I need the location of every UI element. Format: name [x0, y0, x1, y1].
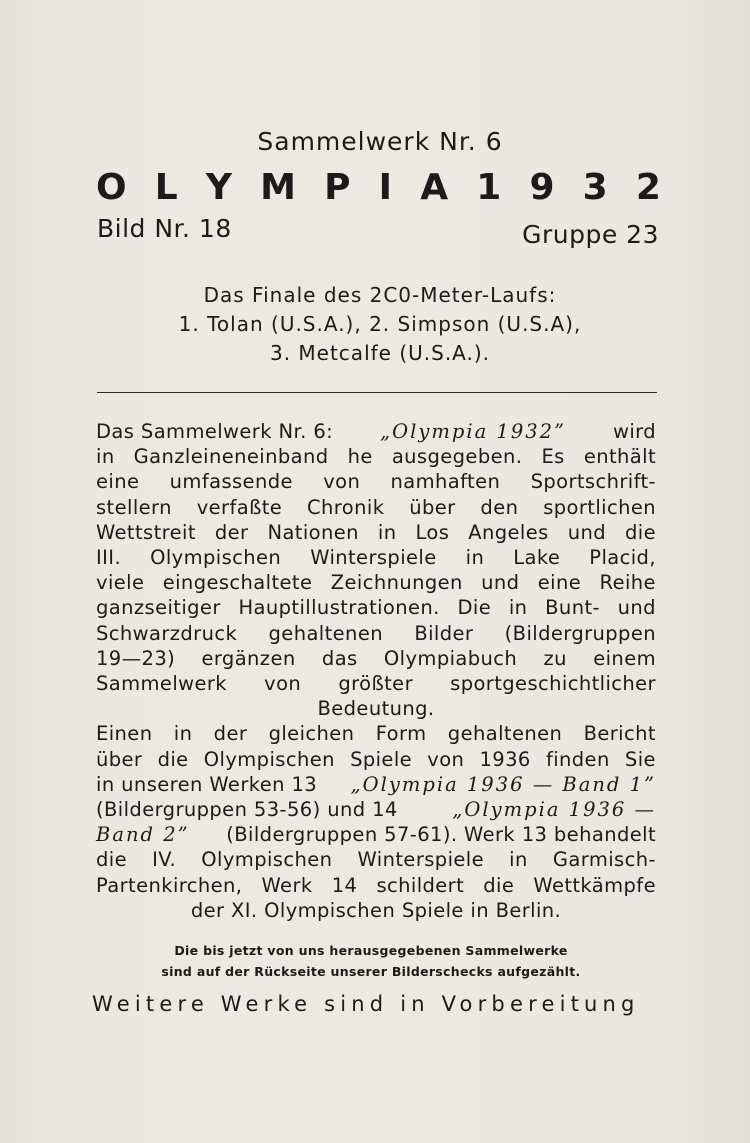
word: Olympischen — [150, 546, 282, 570]
text-line — [96, 772, 656, 797]
word: Ganzleineneinband — [133, 445, 329, 469]
title-letter: A — [420, 167, 449, 208]
text-segment: (Bildergruppen 57-61). Werk 13 behandelt — [226, 823, 656, 847]
word: Winterspiele — [310, 546, 437, 570]
word: Wettkämpfe — [533, 873, 656, 897]
title-letter: I — [378, 167, 393, 208]
word: Lake — [513, 546, 561, 570]
word: die — [96, 848, 127, 872]
series-title: Sammelwerk Nr. 6 — [257, 127, 503, 156]
picture-caption — [0, 281, 750, 368]
word: von — [264, 672, 302, 696]
word: der — [214, 520, 249, 544]
book-title: „Olympia 1936 — — [452, 798, 656, 822]
note-line: sind auf der Rückseite unserer Bilderschecks aufgezählt. — [161, 964, 581, 979]
text-line — [96, 721, 656, 746]
word: Spiele — [350, 747, 413, 771]
word: finden — [545, 747, 610, 771]
word: Olympiabuch — [383, 646, 518, 670]
text-segment: (Bildergruppen 53-56) und 14 — [96, 798, 398, 822]
word: über — [409, 495, 456, 519]
group-number: Gruppe 23 — [522, 220, 659, 249]
word: Olympischen — [203, 747, 335, 771]
word: in — [377, 520, 397, 544]
word: in — [173, 722, 193, 746]
text-line — [96, 747, 656, 772]
text-line — [96, 570, 656, 595]
text-line — [96, 621, 656, 646]
word: in — [508, 596, 528, 620]
word: die — [157, 747, 189, 771]
title-letter: M — [260, 167, 296, 208]
word: Garmisch- — [552, 848, 656, 872]
word: das — [321, 646, 358, 670]
word: ausgegeben. — [391, 445, 523, 469]
word: ganzseitiger — [96, 596, 221, 620]
word: den — [480, 495, 519, 519]
word: einem — [593, 646, 656, 670]
word: namhaften — [390, 470, 501, 494]
book-title: „Olympia 1936 — Band 1” — [350, 772, 656, 796]
word: Nationen — [267, 520, 359, 544]
text-line — [96, 419, 656, 444]
word: und — [567, 520, 606, 544]
text-line: Bedeutung. — [317, 697, 435, 721]
word: viele — [96, 571, 145, 595]
note-line: Die bis jetzt von uns herausgegebenen Sammelwerke — [174, 943, 568, 958]
word: III. — [96, 546, 122, 570]
word: gleichen — [268, 722, 355, 746]
word: die — [624, 520, 656, 544]
publisher-note — [0, 940, 742, 982]
caption-line: 3. Metcalfe (U.S.A.). — [269, 341, 491, 365]
text-line — [96, 797, 656, 822]
word: Los — [415, 520, 450, 544]
book-title: Band 2” — [96, 823, 190, 847]
word: umfassende — [169, 470, 293, 494]
description-text — [96, 419, 656, 923]
word: Werk — [261, 873, 313, 897]
word: von — [427, 747, 465, 771]
word: und — [617, 596, 656, 620]
word: sportgeschichtlicher — [450, 672, 656, 696]
word: Es — [541, 445, 565, 469]
text-line — [96, 495, 656, 520]
word: Form — [375, 722, 427, 746]
word: zu — [543, 646, 567, 670]
title-letter: 9 — [529, 167, 555, 208]
word: Chronik — [307, 495, 385, 519]
collection-title — [96, 167, 661, 208]
text-line — [96, 469, 656, 494]
text-segment: Das Sammelwerk Nr. 6: — [96, 420, 334, 443]
title-letter: 3 — [582, 167, 608, 208]
word: die — [483, 873, 515, 897]
word: sportlichen — [543, 495, 656, 519]
word: Angeles — [468, 520, 549, 544]
word: Sportschrift- — [530, 470, 656, 494]
word: 14 — [331, 873, 358, 897]
text-line — [96, 847, 656, 872]
word: von — [323, 470, 361, 494]
word: verfaßte — [196, 495, 283, 519]
word: Zeichnungen — [330, 571, 463, 595]
word: (Bildergruppen — [504, 621, 656, 645]
title-letter: 1 — [476, 167, 502, 208]
text-line — [96, 646, 656, 671]
word: Reihe — [599, 571, 656, 595]
word: he — [347, 445, 373, 469]
text-line: der XI. Olympischen Spiele in Berlin. — [190, 898, 562, 922]
footer-text: Weitere Werke sind in Vorbereitung — [92, 992, 640, 1016]
word: Olympischen — [201, 848, 333, 872]
picture-number: Bild Nr. 18 — [97, 214, 232, 243]
text-segment: wird — [612, 420, 656, 443]
title-letter: P — [324, 167, 351, 208]
word: Placid, — [589, 546, 656, 570]
word: Bericht — [583, 722, 656, 746]
text-line — [96, 595, 656, 620]
text-line — [96, 444, 656, 469]
divider-line — [97, 392, 657, 393]
word: Sie — [624, 747, 656, 771]
word: stellern — [96, 495, 172, 519]
word: über — [96, 747, 143, 771]
word: Winterspiele — [357, 848, 485, 872]
title-letter: L — [154, 167, 178, 208]
word: größter — [338, 672, 413, 696]
caption-line: Das Finale des 2C0-Meter-Laufs: — [203, 283, 557, 307]
text-line — [96, 822, 656, 847]
text-line — [96, 520, 656, 545]
word: in — [509, 848, 528, 872]
word: 19—23) — [96, 646, 176, 670]
word: Einen — [96, 722, 153, 746]
title-letter: 2 — [635, 167, 661, 208]
word: gehaltenen — [447, 722, 563, 746]
book-title: „Olympia 1932” — [380, 420, 567, 443]
text-line — [96, 671, 656, 696]
word: eine — [537, 571, 582, 595]
word: ergänzen — [201, 646, 296, 670]
word: enthält — [583, 445, 656, 469]
word: in — [465, 546, 485, 570]
word: Bilder — [414, 621, 474, 645]
word: Die — [457, 596, 492, 620]
word: Bunt- — [545, 596, 600, 620]
word: Schwarzdruck — [96, 621, 238, 645]
title-letter: Y — [205, 167, 232, 208]
word: 1936 — [479, 747, 531, 771]
word: eingeschaltete — [162, 571, 313, 595]
word: schildert — [376, 873, 465, 897]
word: gehaltenen — [268, 621, 383, 645]
word: Wettstreit — [96, 520, 196, 544]
word: eine — [96, 470, 140, 494]
word: Partenkirchen, — [96, 873, 243, 897]
title-letter: O — [96, 167, 127, 208]
word: Sammelwerk — [96, 672, 227, 696]
text-segment: in unseren Werken 13 — [96, 772, 318, 796]
word: Hauptillustrationen. — [238, 596, 440, 620]
word: der — [213, 722, 248, 746]
text-line — [96, 545, 656, 570]
word: und — [481, 571, 520, 595]
caption-line: 1. Tolan (U.S.A.), 2. Simpson (U.S.A), — [178, 312, 582, 336]
text-line — [96, 873, 656, 898]
word: in — [96, 445, 115, 469]
word: IV. — [152, 848, 177, 872]
